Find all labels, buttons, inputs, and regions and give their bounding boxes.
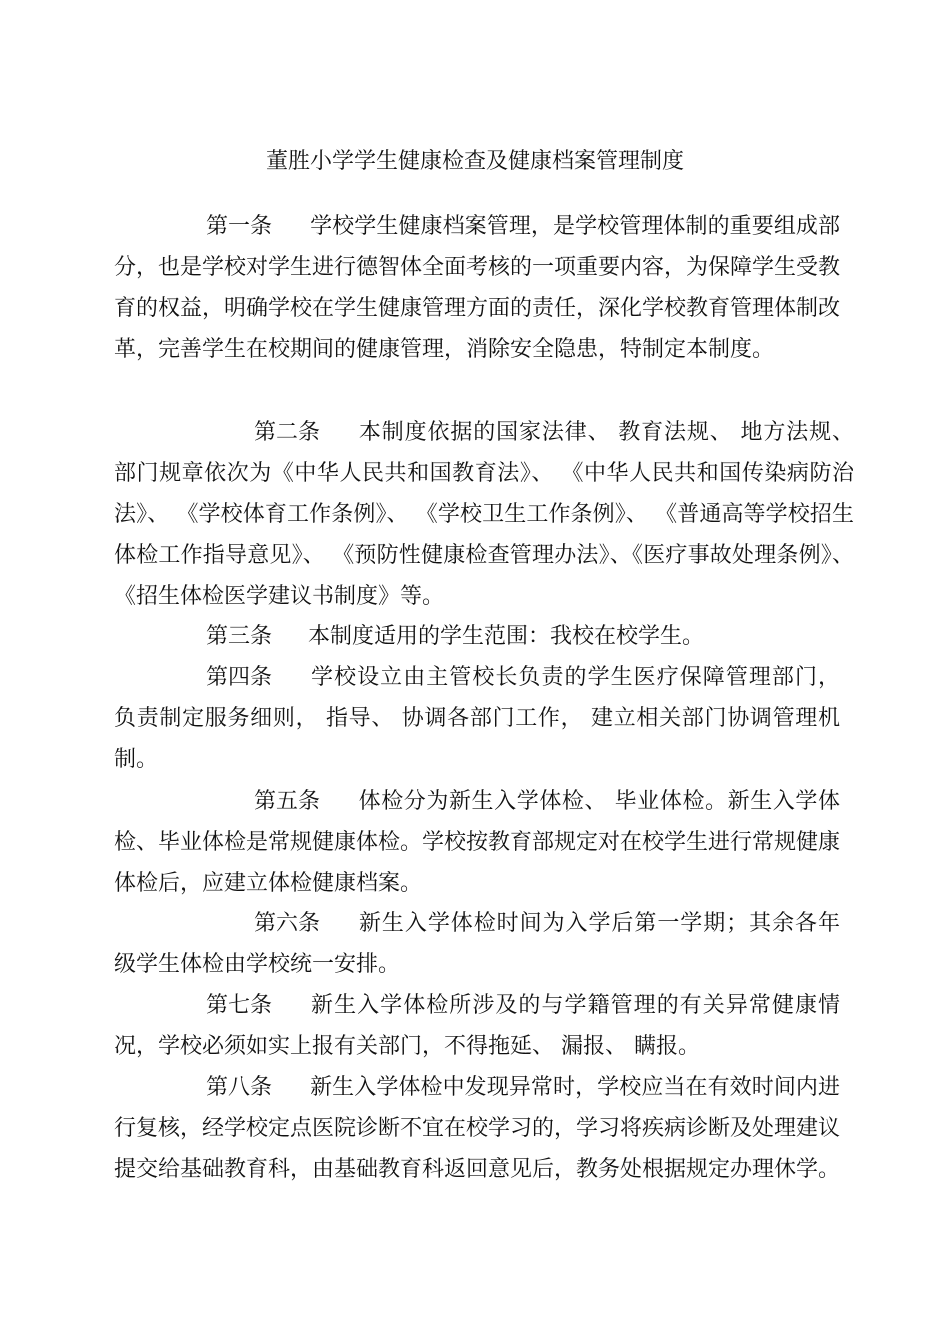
article-7-number: 第七条 [206, 993, 273, 1018]
article-6-number: 第六条 [254, 911, 321, 936]
article-5-number: 第五条 [254, 789, 321, 814]
article-5-text: 体检分为新生入学体检、 毕业体检。新生入学体检、毕业体检是常规健康体检。学校按教育部规定对在校学生进行常规健康体检后，应建立体检健康档案。 [114, 789, 841, 896]
article-1-number: 第一条 [206, 214, 273, 239]
article-6-text: 新生入学体检时间为入学后第一学期；其余各年级学生体检由学校统一安排。 [114, 911, 840, 977]
article-2 [114, 412, 854, 617]
article-5 [114, 781, 840, 904]
article-6 [114, 903, 840, 985]
article-1 [114, 206, 840, 370]
article-3-text: 本制度适用的学生范围：我校在校学生。 [308, 624, 705, 649]
article-4-number: 第四条 [206, 665, 273, 690]
article-4 [114, 657, 840, 780]
article-8 [114, 1067, 840, 1190]
article-2-number: 第二条 [254, 420, 321, 445]
article-3 [114, 616, 840, 657]
article-4-text: 学校设立由主管校长负责的学生医疗保障管理部门， 负责制定服务细则， 指导、 协调各部门工作， 建立相关部门协调管理机制。 [114, 665, 840, 772]
article-7 [114, 985, 840, 1067]
article-2-text: 本制度依据的国家法律、 教育法规、 地方法规、 部门规章依次为《中华人民共和国教育法》、 《中华人民共和国传染病防治法》、 《学校体育工作条例》、 《学校卫生工作条例》、 《普通高等学校招生体检工作指导意见》、 《预防性健康检查管理办法》、《医疗事故处理条例》、 《招生体检医学建议书制度》等。 [114, 420, 854, 609]
article-7-text: 新生入学体检所涉及的与学籍管理的有关异常健康情况，学校必须如实上报有关部门，不得拖延、 漏报、 瞒报。 [114, 993, 840, 1059]
article-8-text: 新生入学体检中发现异常时，学校应当在有效时间内进行复核，经学校定点医院诊断不宜在校学习的，学习将疾病诊断及处理建议提交给基础教育科，由基础教育科返回意见后，教务处根据规定办理休学。 [114, 1075, 841, 1182]
article-1-text: 学校学生健康档案管理，是学校管理体制的重要组成部分，也是学校对学生进行德智体全面考核的一项重要内容，为保障学生受教育的权益，明确学校在学生健康管理方面的责任，深化学校教育管理体制改革，完善学生在校期间的健康管理，消除安全隐患，特制定本制度。 [114, 214, 841, 362]
article-8-number: 第八条 [206, 1075, 273, 1100]
article-3-number: 第三条 [206, 624, 273, 649]
document-title: 董胜小学学生健康检查及健康档案管理制度 [265, 149, 684, 174]
